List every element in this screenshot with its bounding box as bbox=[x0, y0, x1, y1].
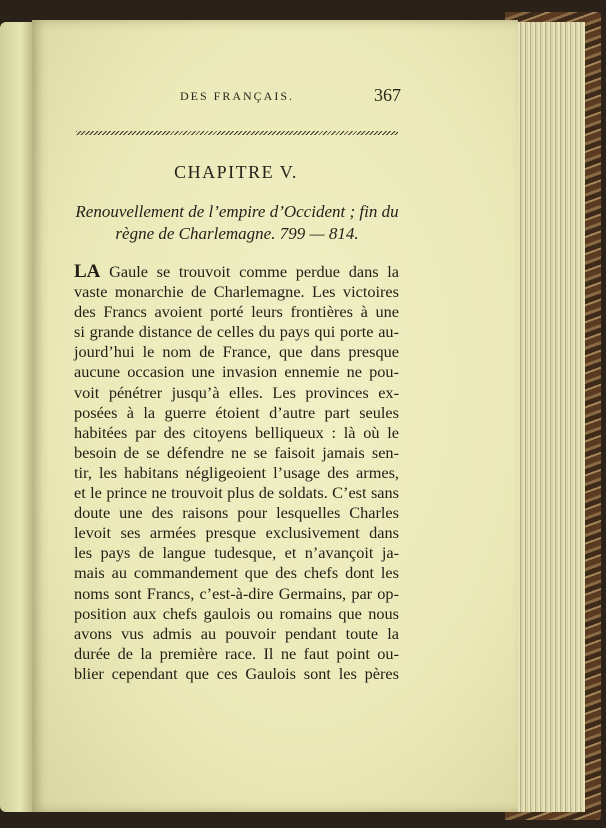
chapter-subtitle-line-1: Renouvellement de l’empire d’Occident ; fin du bbox=[75, 202, 399, 221]
text-line: durée de la première race. Il ne faut point ou- bbox=[74, 643, 399, 663]
text-line: et le prince ne trouvoit plus de soldats. C’est sans bbox=[74, 483, 399, 503]
initial-capital: LA bbox=[74, 261, 101, 282]
facing-page-edge bbox=[0, 22, 34, 812]
chapter-subtitle-line-2: règne de Charlemagne. 799 — 814. bbox=[115, 224, 359, 243]
text-line: jourd’hui le nom de France, que dans presque bbox=[74, 342, 399, 362]
text-line: mais au commandement que des chefs dont les bbox=[74, 563, 399, 583]
body-text bbox=[74, 262, 399, 684]
text-line: vaste monarchie de Charlemagne. Les victoires bbox=[74, 282, 399, 302]
text-line: aucune occasion une invasion ennemie ne pou- bbox=[74, 362, 399, 382]
running-title: DES FRANÇAIS. bbox=[180, 89, 295, 103]
text-line: les pays de langue tudesque, et n’avançoit ja- bbox=[74, 543, 399, 563]
chapter-title: CHAPITRE V. bbox=[174, 162, 298, 182]
text-line: habitées par des citoyens belliqueux : là où le bbox=[74, 422, 399, 442]
text-line: blier cependant que ces Gaulois sont les pères bbox=[74, 663, 399, 683]
text-line-content: Gaule se trouvoit comme perdue dans la bbox=[100, 262, 399, 281]
text-line: doute une des raisons pour lesquelles Charles bbox=[74, 503, 399, 523]
text-line: des Francs avoient porté leurs frontières à une bbox=[74, 302, 399, 322]
text-line: position aux chefs gaulois ou romains que nous bbox=[74, 603, 399, 623]
text-line: voit pénétrer jusqu’à elles. Les provinces ex- bbox=[74, 382, 399, 402]
text-line: tir, les habitans négligeoient l’usage des armes, bbox=[74, 462, 399, 482]
text-line: si grande distance de celles du pays qui porte au- bbox=[74, 322, 399, 342]
text-line: levoit ses armées presque exclusivement dans bbox=[74, 523, 399, 543]
text-line: posées à la guerre étoient d’autre part seules bbox=[74, 402, 399, 422]
text-line: noms sont Francs, c’est-à-dire Germains, par op- bbox=[74, 583, 399, 603]
text-line: besoin de se défendre ne se faisoit jamais sen- bbox=[74, 442, 399, 462]
text-line bbox=[74, 262, 399, 282]
page-number: 367 bbox=[374, 85, 401, 105]
wavy-rule-divider bbox=[76, 131, 398, 135]
page-edges bbox=[512, 22, 585, 812]
text-line: avons vus admis au pouvoir pendant toute la bbox=[74, 623, 399, 643]
